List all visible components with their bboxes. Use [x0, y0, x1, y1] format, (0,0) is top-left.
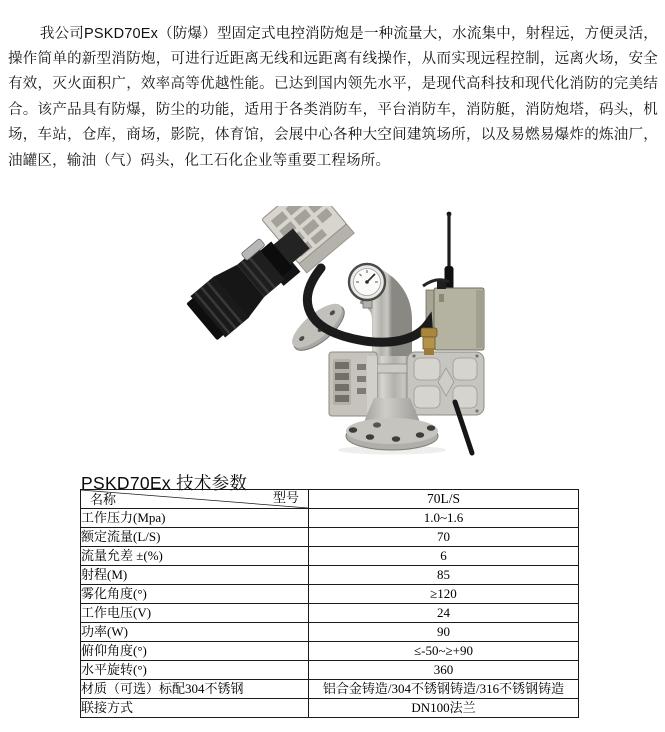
nozzle [184, 218, 318, 343]
row-value: ≤-50~≥+90 [309, 642, 579, 661]
row-value: 6 [309, 547, 579, 566]
row-value: 70 [309, 528, 579, 547]
table-row [81, 528, 579, 547]
table-row [81, 566, 579, 585]
table-row [81, 642, 579, 661]
table-row [81, 661, 579, 680]
row-label: 工作压力(Mpa) [81, 509, 309, 528]
row-label: 功率(W) [81, 623, 309, 642]
table-row [81, 509, 579, 528]
product-photo [171, 206, 509, 458]
row-label: 工作电压(V) [81, 604, 309, 623]
section-title: PSKD70Ex 技术参数 [81, 472, 248, 493]
row-label: 俯仰角度(°) [81, 642, 309, 661]
corner-header-cell [81, 490, 309, 509]
table-row [81, 547, 579, 566]
row-label: 流量允差 ±(%) [81, 547, 309, 566]
table-header-row [81, 490, 579, 509]
model-header: 70L/S [309, 490, 579, 509]
left-gearbox [329, 352, 377, 416]
row-label: 水平旋转(°) [81, 661, 309, 680]
corner-model-label: 型号 [272, 490, 299, 505]
row-label: 额定流量(L/S) [81, 528, 309, 547]
row-value: 1.0~1.6 [309, 509, 579, 528]
row-label: 材质（可选）标配304不锈钢 [81, 680, 309, 699]
row-value: 24 [309, 604, 579, 623]
spec-table [80, 489, 579, 718]
right-gearbox [407, 352, 484, 415]
table-row [81, 680, 579, 699]
table-row [81, 604, 579, 623]
table-row [81, 585, 579, 604]
row-value: 85 [309, 566, 579, 585]
row-value: DN100法兰 [309, 699, 579, 718]
row-label: 雾化角度(°) [81, 585, 309, 604]
table-row [81, 699, 579, 718]
table-row [81, 623, 579, 642]
row-value: ≥120 [309, 585, 579, 604]
row-value: 90 [309, 623, 579, 642]
corner-name-label: 名称 [90, 491, 117, 507]
row-value: 360 [309, 661, 579, 680]
row-value: 铝合金铸造/304不锈钢铸造/316不锈钢铸造 [309, 680, 579, 699]
row-label: 联接方式 [81, 699, 309, 718]
brass-fittings [421, 328, 437, 355]
row-label: 射程(M) [81, 566, 309, 585]
intro-paragraph: 我公司PSKD70Ex（防爆）型固定式电控消防炮是一种流量大，水流集中，射程远，方便灵活，操作简单的新型消防炮，可进行近距离无线和远距离有线操作，从而实现远程控制，远离火场，安全有效，灭火面积广，效率高等优越性能。已达到国内领先水平，是现代高科技和现代化消防的完美结合。该产品具有防爆，防尘的功能，适用于各类消防车，平台消防车，消防艇，消防炮塔，码头，机场，车站，仓库，商场，影院，体育馆，会展中心各种大空间建筑场所，以及易燃易爆炸的炼油厂，油罐区，输油（气）码头，化工石化企业等重要工程场所。 [8, 25, 658, 169]
